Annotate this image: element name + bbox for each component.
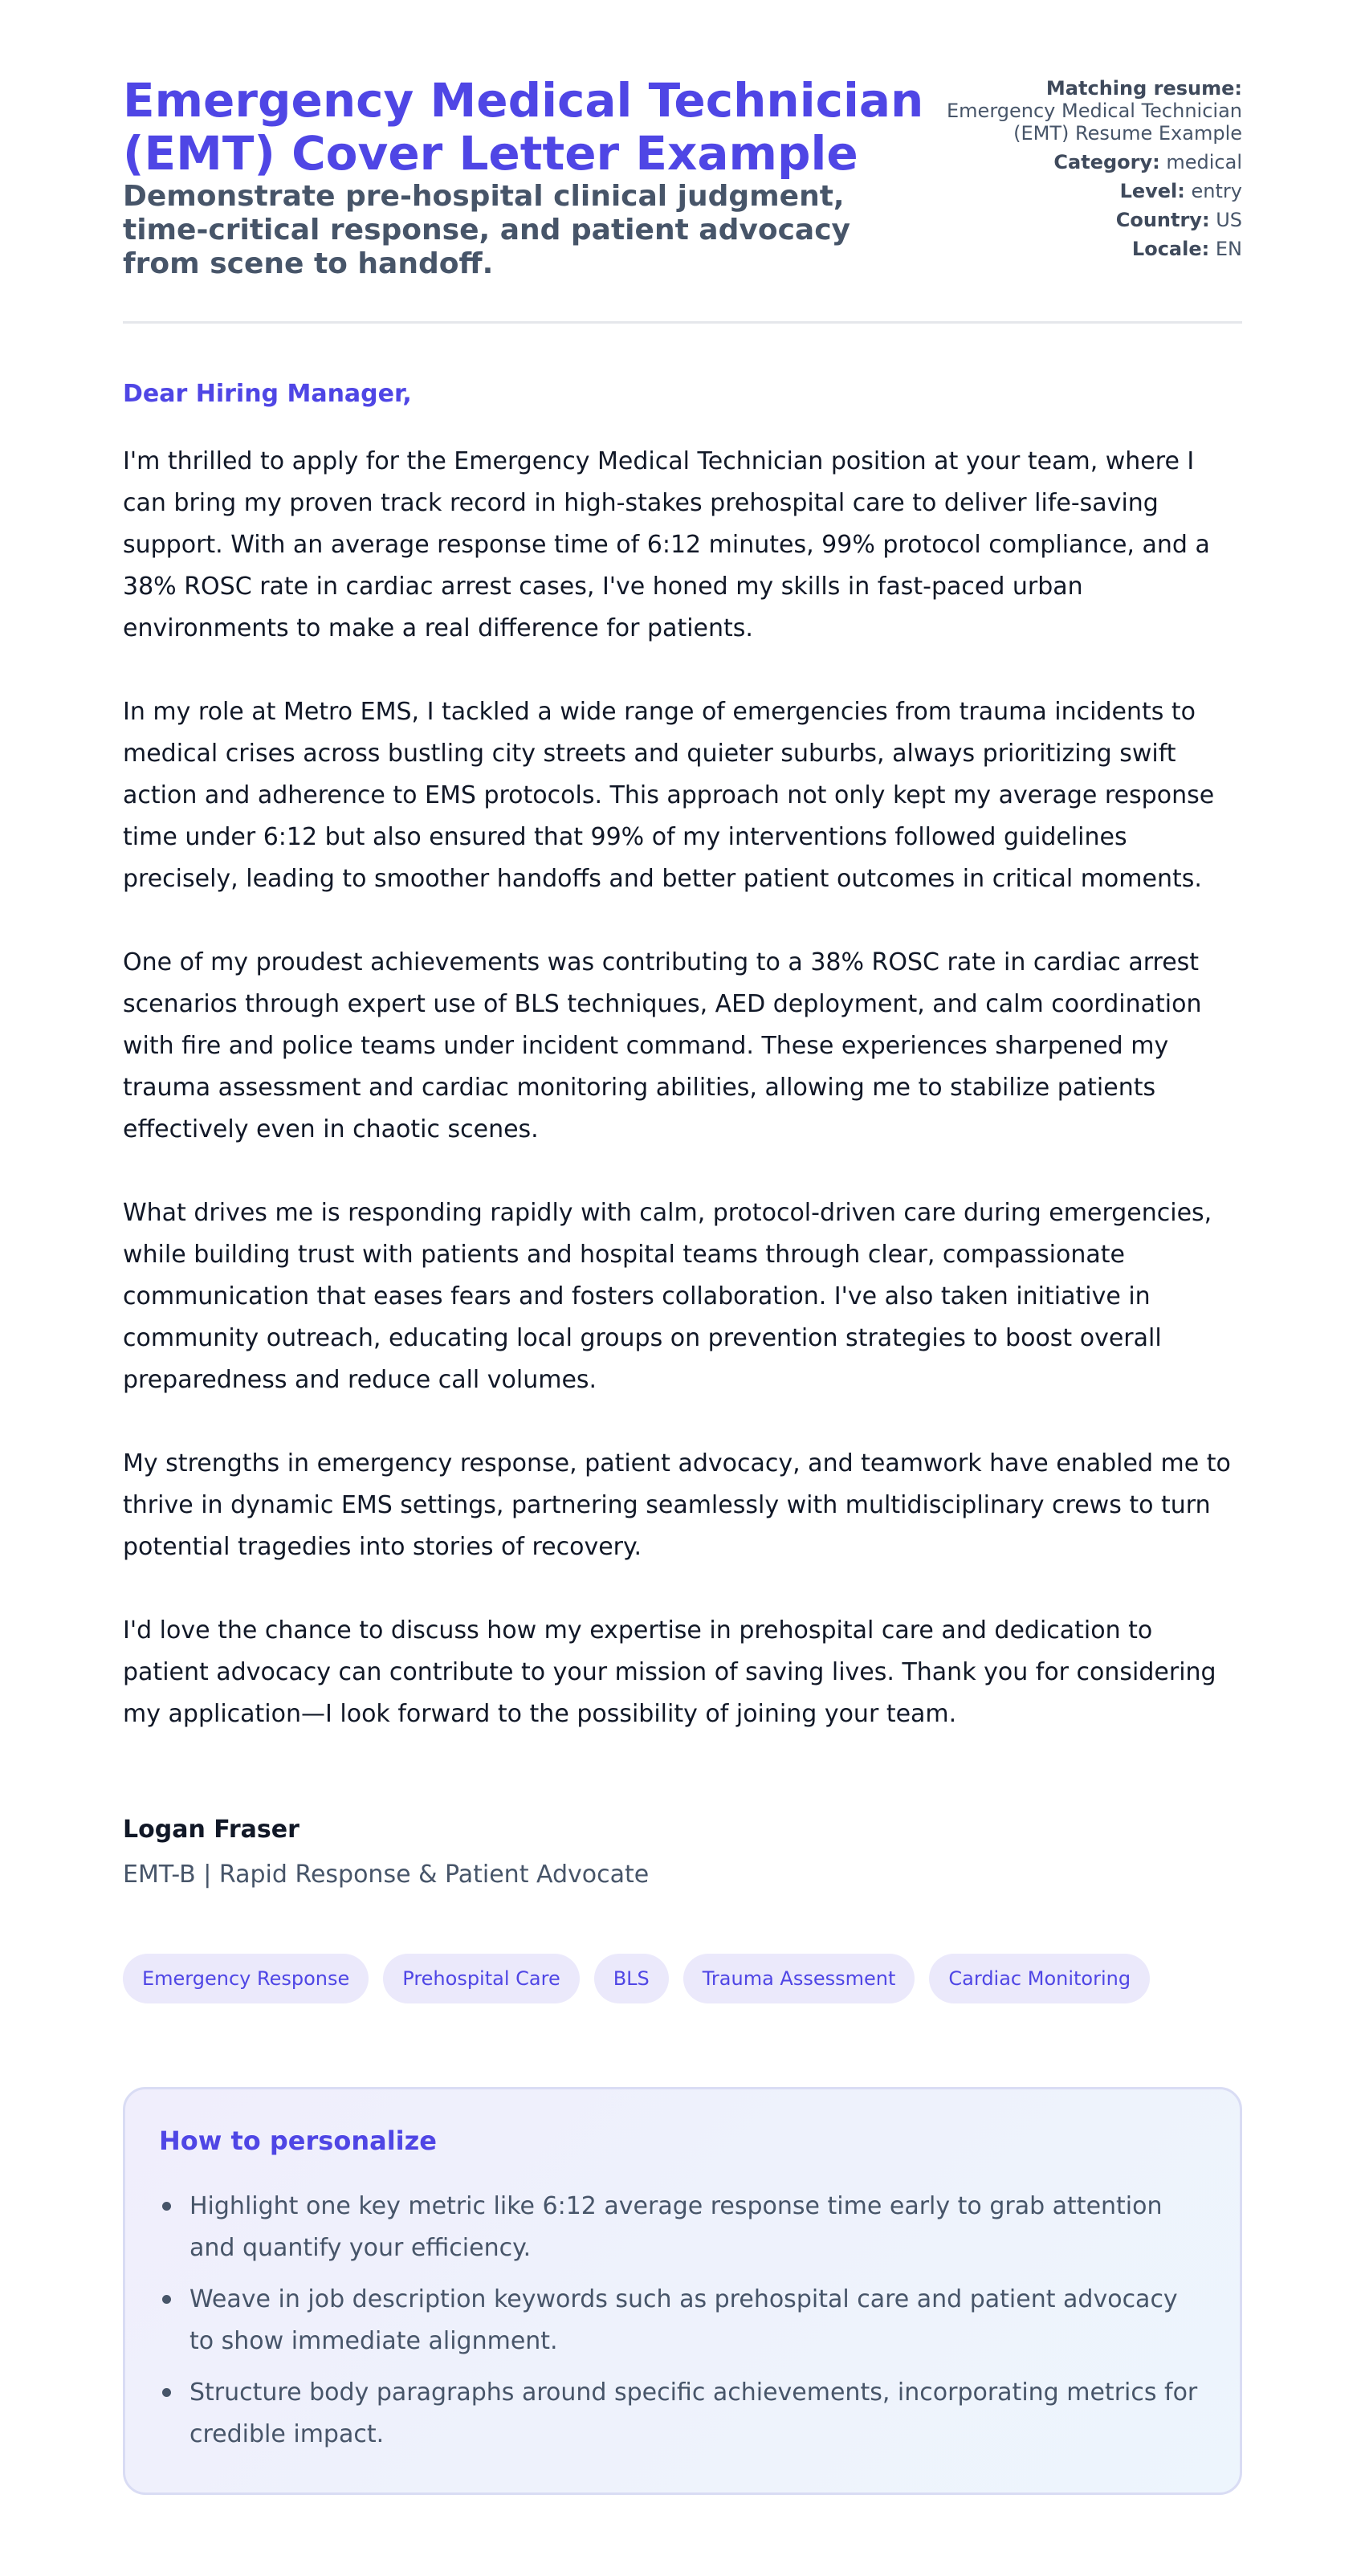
skill-tag: Prehospital Care xyxy=(383,1954,579,2003)
personalize-tip-text: Weave in job description keywords such as prehospital care and patient advocacy to show immediate alignment. xyxy=(189,2285,1178,2355)
personalize-title: How to personalize xyxy=(159,2126,437,2156)
meta-panel xyxy=(937,74,1242,267)
personalize-tips-box xyxy=(123,2087,1242,2495)
letter-paragraphs xyxy=(123,441,1242,1735)
skill-tags xyxy=(123,1954,1242,2003)
header-titles xyxy=(123,74,926,281)
meta-level xyxy=(937,180,1242,202)
meta-locale xyxy=(937,238,1242,260)
meta-category-value: medical xyxy=(1166,151,1242,173)
meta-country-label: Country: xyxy=(1115,209,1210,231)
letter-paragraph: I'm thrilled to apply for the Emergency Medical Technician position at your team, where I can bring my proven track record in high-stakes prehospital care to deliver life-saving support. With an average response time of 6:12 minutes, 99% protocol compliance, and a 38% ROSC rate in cardiac arrest cases, I've honed my skills in fast-paced urban environments to make a real difference for patients. xyxy=(123,447,1210,642)
signature-block xyxy=(123,1816,1242,1889)
meta-level-value: entry xyxy=(1191,180,1242,202)
meta-matching-resume-value: Emergency Medical Technician (EMT) Resume Example xyxy=(947,100,1242,145)
salutation: Dear Hiring Manager, xyxy=(123,380,412,408)
personalize-tip xyxy=(159,2279,1208,2362)
letter-paragraph: What drives me is responding rapidly with calm, protocol-driven care during emergencies, while building trust with patients and hospital teams through clear, compassionate communication that eases fears and fosters collaboration. I've also taken initiative in community outreach, educating local groups on prevention strategies to boost overall preparedness and reduce call volumes. xyxy=(123,1199,1212,1394)
signature-title: EMT-B | Rapid Response & Patient Advocate xyxy=(123,1861,650,1889)
meta-category-label: Category: xyxy=(1053,151,1160,173)
bullet-icon xyxy=(162,2202,171,2211)
meta-locale-value: EN xyxy=(1215,238,1242,260)
page-subtitle: Demonstrate pre-hospital clinical judgment, time-critical response, and patient advocacy from scene to handoff. xyxy=(123,180,851,280)
meta-locale-label: Locale: xyxy=(1131,238,1210,260)
skill-tag: Trauma Assessment xyxy=(683,1954,915,2003)
personalize-tip xyxy=(159,2372,1208,2456)
skill-tag: BLS xyxy=(594,1954,669,2003)
personalize-tips-list xyxy=(159,2186,1208,2456)
letter-body xyxy=(123,380,1242,1735)
meta-country xyxy=(937,209,1242,231)
bullet-icon xyxy=(162,2295,171,2304)
meta-level-label: Level: xyxy=(1119,180,1185,202)
personalize-tip-text: Highlight one key metric like 6:12 average response time early to grab attention and quantify your efficiency. xyxy=(189,2192,1163,2262)
letter-paragraph: My strengths in emergency response, patient advocacy, and teamwork have enabled me to thrive in dynamic EMS settings, partnering seamlessly with multidisciplinary crews to turn potential tragedies into stories of recovery. xyxy=(123,1449,1231,1561)
page-header xyxy=(123,74,1242,324)
letter-paragraph: One of my proudest achievements was contributing to a 38% ROSC rate in cardiac arrest scenarios through expert use of BLS techniques, AED deployment, and calm coordination with fire and police teams under incident command. These experiences sharpened my trauma assessment and cardiac monitoring abilities, allowing me to stabilize patients effectively even in chaotic scenes. xyxy=(123,948,1202,1143)
page-title: Emergency Medical Technician (EMT) Cover Letter Example xyxy=(123,73,924,181)
letter-paragraph: I'd love the chance to discuss how my expertise in prehospital care and dedication to patient advocacy can contribute to your mission of saving lives. Thank you for considering my application—I look forward to the possibility of joining your team. xyxy=(123,1616,1216,1728)
skill-tag: Cardiac Monitoring xyxy=(929,1954,1150,2003)
personalize-tip-text: Structure body paragraphs around specific achievements, incorporating metrics for credible impact. xyxy=(189,2378,1198,2448)
bullet-icon xyxy=(162,2388,171,2397)
letter-paragraph: In my role at Metro EMS, I tackled a wide range of emergencies from trauma incidents to medical crises across bustling city streets and quieter suburbs, always prioritizing swift action and adherence to EMS protocols. This approach not only kept my average response time under 6:12 but also ensured that 99% of my interventions followed guidelines precisely, leading to smoother handoffs and better patient outcomes in critical moments. xyxy=(123,698,1215,893)
signature-name: Logan Fraser xyxy=(123,1816,299,1844)
meta-matching-resume xyxy=(937,77,1242,145)
personalize-tip xyxy=(159,2186,1208,2269)
skill-tag: Emergency Response xyxy=(123,1954,369,2003)
meta-matching-resume-label: Matching resume: xyxy=(1045,77,1242,100)
meta-category xyxy=(937,151,1242,173)
meta-country-value: US xyxy=(1216,209,1242,231)
